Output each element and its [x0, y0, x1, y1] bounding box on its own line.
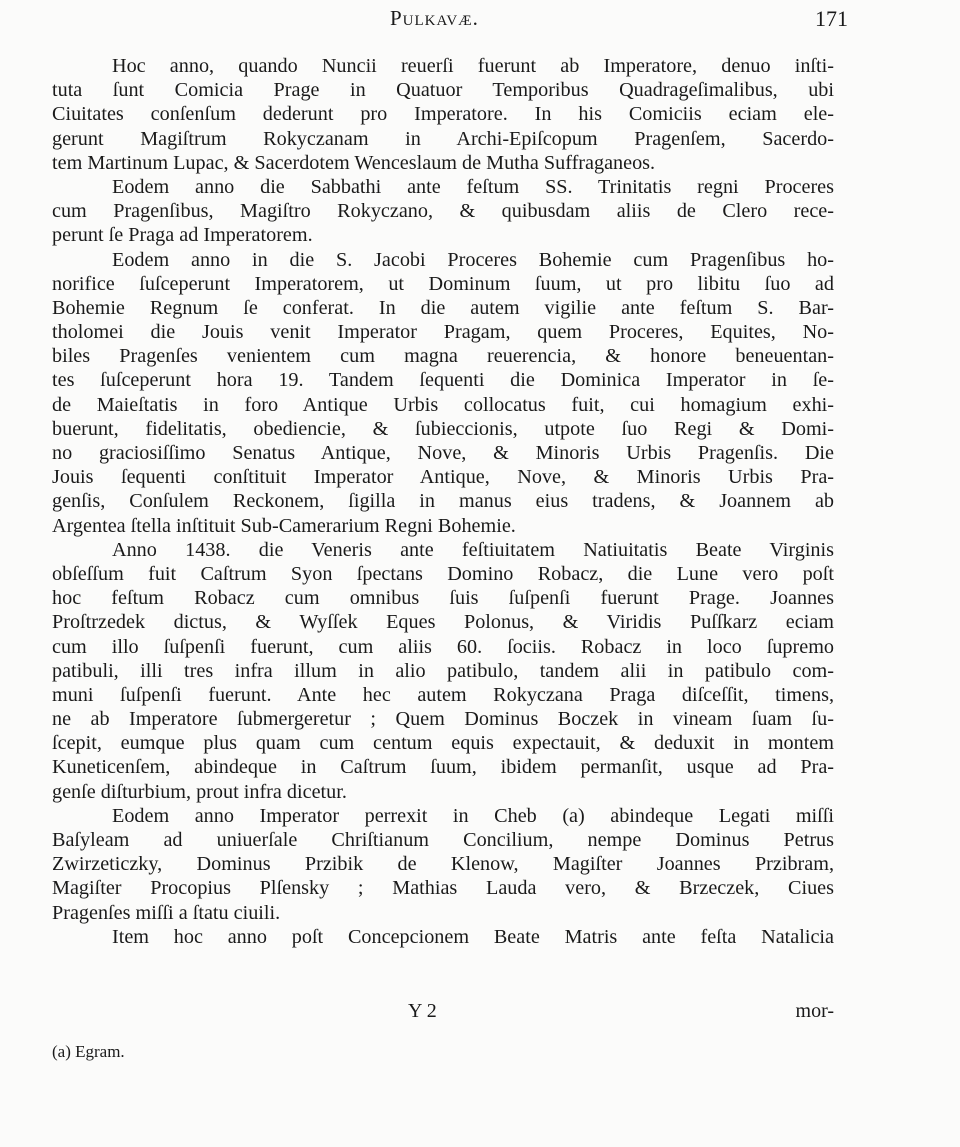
- text-line: Pragenſes miſſi a ſtatu ciuili.: [52, 901, 281, 924]
- text-line: Argentea ſtella inſtituit Sub-Camerarium Regni Bohemie.: [52, 514, 516, 537]
- text-line: ſcepit, eumque plus quam cum centum equis expectauit, & deduxit in montem: [52, 732, 834, 755]
- text-line: Item hoc anno poſt Concepcionem Beate Matris ante feſta Natalicia: [112, 925, 834, 948]
- text-line: buerunt, fidelitatis, obediencie, & ſubieccionis, utpote ſuo Regi & Domi-: [52, 417, 834, 440]
- text-line: Zwirzeticzky, Dominus Przibik de Klenow, Magiſter Joannes Przibram,: [52, 853, 834, 876]
- text-line: Ciuitates conſenſum dederunt pro Imperatore. In his Comiciis eciam ele-: [52, 103, 834, 126]
- text-line: Hoc anno, quando Nuncii reuerſi fuerunt ab Imperatore, denuo inſti-: [112, 55, 834, 77]
- signature-mark: Y 2: [408, 1000, 437, 1022]
- page-number: 171: [815, 6, 848, 31]
- catchword: mor-: [795, 1000, 834, 1022]
- text-line: ne ab Imperatore ſubmergeretur ; Quem Dominus Boczek in vineam ſuam ſu-: [52, 708, 834, 731]
- footnote: (a) Egram.: [52, 1042, 125, 1061]
- text-line: Jouis ſequenti conſtituit Imperator Antique, Nove, & Minoris Urbis Pra-: [52, 466, 834, 489]
- text-line: Eodem anno die Sabbathi ante feſtum SS. Trinitatis regni Proceres: [112, 175, 834, 198]
- text-line: de Maieſtatis in foro Antique Urbis collocatus fuit, cui homagium exhi-: [52, 393, 834, 416]
- text-line: genſis, Conſulem Reckonem, ſigilla in manus eius tradens, & Joannem ab: [52, 490, 834, 513]
- text-line: tem Martinum Lupac, & Sacerdotem Wenceslaum de Mutha Suffraganeos.: [52, 151, 656, 174]
- text-line: norifice ſuſceperunt Imperatorem, ut Dominum ſuum, ut pro libitu ſuo ad: [52, 272, 834, 295]
- text-line: tholomei die Jouis venit Imperator Pragam, quem Proceres, Equites, No-: [52, 321, 834, 344]
- text-line: muni ſuſpenſi fuerunt. Ante hec autem Rokyczana Praga diſceſſit, timens,: [52, 683, 834, 706]
- text-line: Eodem anno in die S. Jacobi Proceres Bohemie cum Pragenſibus ho-: [112, 248, 834, 271]
- text-line: Bohemie Regnum ſe conferat. In die autem vigilie ante feſtum S. Bar-: [52, 296, 834, 319]
- text-line: biles Pragenſes venientem cum magna reuerencia, & honore beneuentan-: [52, 345, 834, 368]
- text-line: Eodem anno Imperator perrexit in Cheb (a) abindeque Legati miſſi: [112, 804, 834, 827]
- text-line: obſeſſum fuit Caſtrum Syon ſpectans Domino Robacz, die Lune vero poſt: [52, 562, 834, 585]
- text-line: Anno 1438. die Veneris ante feſtiuitatem Natiuitatis Beate Virginis: [112, 538, 834, 561]
- body-text: [52, 54, 834, 949]
- text-line: tes ſuſceperunt hora 19. Tandem ſequenti die Dominica Imperator in ſe-: [52, 369, 834, 392]
- running-title: Pulkavæ.: [390, 6, 479, 30]
- text-line: gerunt Magiſtrum Rokyczanam in Archi-Epiſcopum Pragenſem, Sacerdo-: [52, 127, 834, 150]
- text-line: Magiſter Procopius Plſensky ; Mathias Lauda vero, & Brzeczek, Ciues: [52, 877, 834, 900]
- text-line: Baſyleam ad uniuerſale Chriſtianum Concilium, nempe Dominus Petrus: [52, 829, 834, 851]
- text-line: patibuli, illi tres infra illum in alio patibulo, tandem alii in patibulo com-: [52, 659, 834, 682]
- text-line: cum illo ſuſpenſi fuerunt, cum aliis 60. ſociis. Robacz in loco ſupremo: [52, 635, 834, 658]
- text-line: no graciosiſſimo Senatus Antique, Nove, & Minoris Urbis Pragenſis. Die: [52, 442, 834, 464]
- text-line: tuta ſunt Comicia Prage in Quatuor Temporibus Quadrageſimalibus, ubi: [52, 79, 834, 102]
- text-line: hoc feſtum Robacz cum omnibus ſuis ſuſpenſi fuerunt Prage. Joannes: [52, 587, 834, 610]
- text-line: cum Pragenſibus, Magiſtro Rokyczano, & quibusdam aliis de Clero rece-: [52, 200, 834, 223]
- running-head: [0, 6, 960, 36]
- text-line: perunt ſe Praga ad Imperatorem.: [52, 224, 313, 247]
- text-line: genſe diſturbium, prout infra dicetur.: [52, 780, 347, 803]
- signature-row: [0, 1000, 960, 1024]
- text-line: Proſtrzedek dictus, & Wyſſek Eques Polonus, & Viridis Puſſkarz eciam: [52, 611, 834, 634]
- text-line: Kuneticenſem, abindeque in Caſtrum ſuum, ibidem permanſit, usque ad Pra-: [52, 756, 834, 779]
